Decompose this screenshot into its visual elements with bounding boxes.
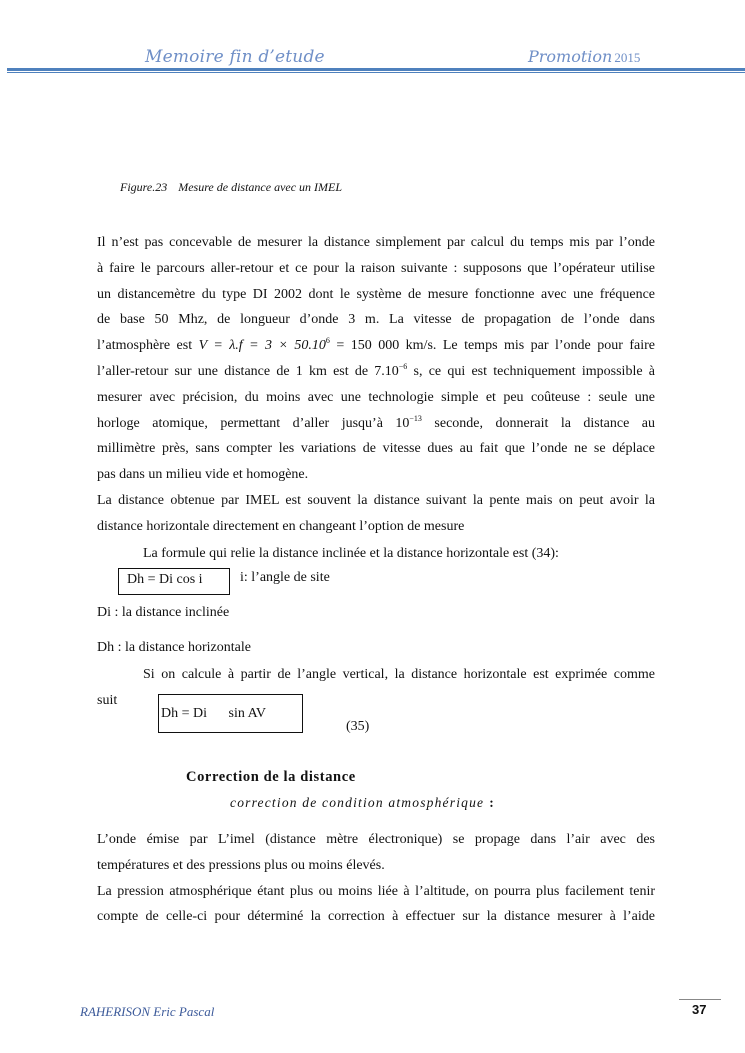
paragraph-imel-timing xyxy=(97,230,655,488)
text-line: Il n’est pas concevable de mesurer la distance simplement par calcul du temps mis par l’onde xyxy=(97,235,655,250)
text-line: à faire le parcours aller-retour et ce pour la raison suivante : supposons que l’opérateur utilise xyxy=(97,260,655,276)
text-line: Si on calcule à partir de l’angle vertical, la distance horizontale est exprimée comme xyxy=(143,667,655,682)
formula-rhs: sin AV xyxy=(228,706,266,721)
figure-number: Figure.23 xyxy=(120,180,168,194)
figure-caption xyxy=(120,180,342,195)
paragraph-imel-wave xyxy=(97,827,655,930)
exponent: −6 xyxy=(398,361,408,371)
formula-box-cos: Dh = Di cos i xyxy=(118,568,230,595)
figure-title: Mesure de distance avec un IMEL xyxy=(178,180,343,194)
text-line xyxy=(97,359,655,385)
text-line: pas dans un milieu vide et homogène. xyxy=(97,467,309,483)
text-line: La distance obtenue par IMEL est souvent la distance suivant la pente mais on peut avoir la xyxy=(97,493,655,508)
formula-lhs: Dh = Di xyxy=(161,706,208,721)
text-fragment: s, ce qui est techniquement impossible à xyxy=(407,363,655,379)
formula-box-sin xyxy=(158,694,303,733)
section-title: Correction de la distance xyxy=(186,769,356,785)
page-number: 37 xyxy=(692,1002,707,1017)
text-line: distance horizontale directement en changeant l’option de mesure xyxy=(97,518,465,534)
formula-intro: La formule qui relie la distance inclinée et la distance horizontale est (34): xyxy=(143,546,559,561)
text-line: mesurer avec précision, du moins avec une technologie simple et peu coûteuse : seule une xyxy=(97,389,655,405)
inline-formula: V = λ.f = 3 × 50.10 xyxy=(198,338,326,354)
text-line: millimètre près, sans compter les variations de vitesse dues au fait que l’onde ne se déplace xyxy=(97,441,655,457)
text-fragment: l’aller-retour sur une distance de 1 km est de 7.10 xyxy=(97,363,399,379)
text-line xyxy=(97,411,655,437)
page-number-rule xyxy=(679,999,721,1000)
text-line: un distancemètre du type DI 2002 dont le système de mesure fonctionne avec une fréquence xyxy=(97,286,655,302)
text-fragment: horloge atomique, permettant d’aller jusqu’à 10 xyxy=(97,415,410,431)
text-suit: suit xyxy=(97,693,118,708)
paragraph-vertical-angle xyxy=(97,662,655,688)
subsection-title xyxy=(230,795,495,811)
exponent: −13 xyxy=(409,413,422,423)
text-line-formula xyxy=(97,333,655,359)
exponent: 6 xyxy=(325,336,330,346)
definition-dh: Dh : la distance horizontale xyxy=(97,640,251,655)
subsection-colon: : xyxy=(489,795,495,810)
paragraph-imel-distance xyxy=(97,488,655,540)
text-line: La pression atmosphérique étant plus ou moins liée à l’altitude, on pourra plus facilement tenir xyxy=(97,883,655,899)
text-line: compte de celle-ci pour déterminé la correction à effectuer sur la distance mesurer à l’aide xyxy=(97,909,655,925)
subsection-title-text: correction de condition atmosphérique xyxy=(230,795,485,810)
header-promotion xyxy=(528,47,640,66)
definition-di: Di : la distance inclinée xyxy=(97,605,230,620)
text-fragment: l’atmosphère est xyxy=(97,338,199,354)
text-line: températures et des pressions plus ou moins élevés. xyxy=(97,857,385,873)
header-rule-thin xyxy=(7,72,745,73)
header-year: 2015 xyxy=(614,50,641,65)
text-fragment: seconde, donnerait la distance au xyxy=(421,415,655,431)
text-fragment: = 150 000 km/s. Le temps mis par l’onde pour faire xyxy=(329,338,655,354)
footer-author: RAHERISON Eric Pascal xyxy=(80,1004,215,1019)
formula-note: i: l’angle de site xyxy=(240,570,330,585)
header-promotion-label: Promotion xyxy=(528,47,613,66)
text-line: de base 50 Mhz, de longueur d’onde 3 m. La vitesse de propagation de l’onde dans xyxy=(97,312,655,328)
header-document-title: Memoire fin d’etude xyxy=(145,47,325,67)
header-rule xyxy=(7,68,745,71)
equation-number: (35) xyxy=(346,719,370,734)
text-line: L’onde émise par L’imel (distance mètre électronique) se propage dans l’air avec des xyxy=(97,832,655,847)
